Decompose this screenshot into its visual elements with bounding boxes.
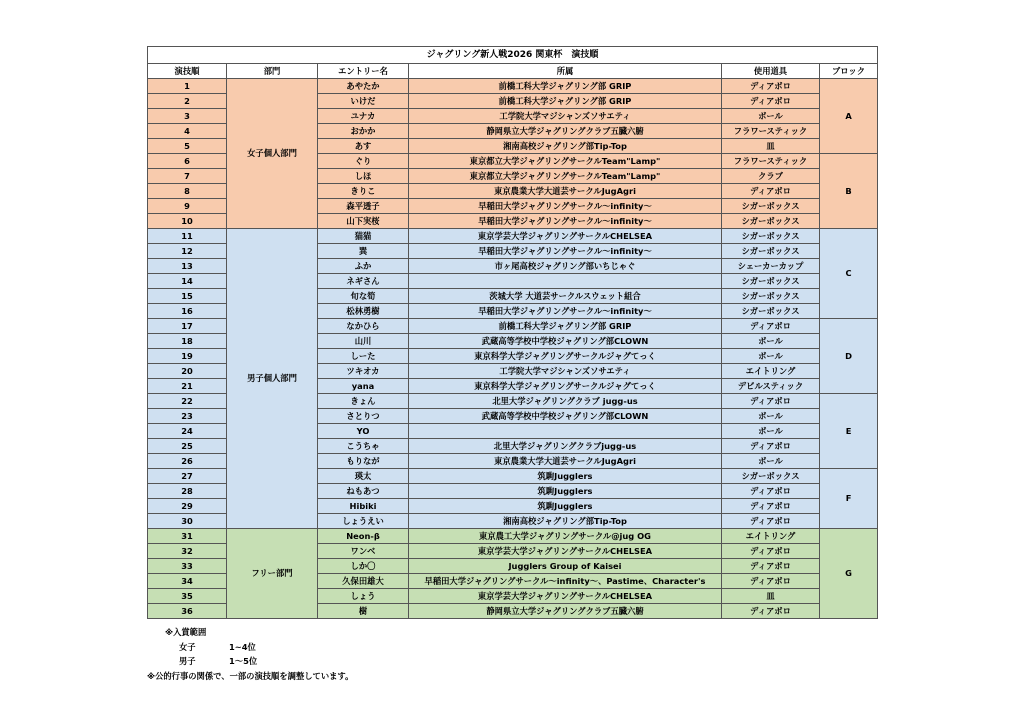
table-row [148, 529, 878, 544]
block-cell: F [820, 469, 878, 529]
prop-cell: デビルスティック [722, 379, 820, 394]
prop-cell: シガーボックス [722, 304, 820, 319]
men-range: 1～5位 [229, 656, 258, 666]
order-cell: 21 [148, 379, 227, 394]
footnote: ※公的行事の関係で、一部の演技順を調整しています。 [147, 670, 354, 681]
prop-cell: エイトリング [722, 529, 820, 544]
entry-name-cell: しーた [318, 349, 409, 364]
order-cell: 30 [148, 514, 227, 529]
prop-cell: ディアボロ [722, 574, 820, 589]
prop-cell: ボール [722, 109, 820, 124]
prop-cell: ディアボロ [722, 439, 820, 454]
order-cell: 7 [148, 169, 227, 184]
entry-name-cell: 山川 [318, 334, 409, 349]
affiliation-cell: 筑駒Jugglers [409, 499, 722, 514]
affiliation-cell: 早稲田大学ジャグリングサークル～infinity～ [409, 199, 722, 214]
affiliation-cell: 武蔵高等学校中学校ジャグリング部CLOWN [409, 409, 722, 424]
performance-order-table [147, 46, 878, 619]
affiliation-cell: 市ヶ尾高校ジャグリング部いちじゃぐ [409, 259, 722, 274]
order-cell: 5 [148, 139, 227, 154]
entry-name-cell: Neon-β [318, 529, 409, 544]
prop-cell: ボール [722, 424, 820, 439]
order-cell: 16 [148, 304, 227, 319]
prop-cell: エイトリング [722, 364, 820, 379]
block-cell: B [820, 154, 878, 229]
prize-range-heading: ※入賞範囲 [165, 627, 207, 637]
affiliation-cell: 東京農業大学大道芸サークルJugAgri [409, 454, 722, 469]
entry-name-cell: 猫猫 [318, 229, 409, 244]
entry-name-cell: ふか [318, 259, 409, 274]
entry-name-cell: 久保田雄大 [318, 574, 409, 589]
entry-name-cell: 巽 [318, 244, 409, 259]
order-cell: 13 [148, 259, 227, 274]
women-label: 女子 [179, 641, 196, 652]
order-cell: 1 [148, 79, 227, 94]
affiliation-cell: 東京学芸大学ジャグリングサークルCHELSEA [409, 544, 722, 559]
affiliation-cell: 前橋工科大学ジャグリング部 GRIP [409, 94, 722, 109]
order-cell: 27 [148, 469, 227, 484]
affiliation-cell: 工学院大学マジシャンズソサエティ [409, 364, 722, 379]
prop-cell: シガーボックス [722, 199, 820, 214]
men-label: 男子 [179, 656, 196, 666]
header-block: ブロック [820, 64, 878, 79]
affiliation-cell: 東京科学大学ジャグリングサークルジャグてっく [409, 379, 722, 394]
block-cell: A [820, 79, 878, 154]
affiliation-cell: 東京農業大学大道芸サークルJugAgri [409, 184, 722, 199]
order-cell: 35 [148, 589, 227, 604]
prop-cell: ディアボロ [722, 514, 820, 529]
affiliation-cell: 東京学芸大学ジャグリングサークルCHELSEA [409, 229, 722, 244]
entry-name-cell: ネギさん [318, 274, 409, 289]
order-cell: 12 [148, 244, 227, 259]
prop-cell: ディアボロ [722, 79, 820, 94]
affiliation-cell: 茨城大学 大道芸サークルスウェット組合 [409, 289, 722, 304]
order-cell: 8 [148, 184, 227, 199]
entry-name-cell: ぐり [318, 154, 409, 169]
order-cell: 31 [148, 529, 227, 544]
entry-name-cell: なかひら [318, 319, 409, 334]
affiliation-cell: 早稲田大学ジャグリングサークル～infinity～ [409, 244, 722, 259]
affiliation-cell: 静岡県立大学ジャグリングクラブ五臓六腑 [409, 604, 722, 619]
prop-cell: 皿 [722, 589, 820, 604]
order-cell: 34 [148, 574, 227, 589]
division-cell: 女子個人部門 [227, 79, 318, 229]
order-cell: 33 [148, 559, 227, 574]
prop-cell: ボール [722, 334, 820, 349]
entry-name-cell: 旬な筍 [318, 289, 409, 304]
block-cell: C [820, 229, 878, 319]
order-cell: 32 [148, 544, 227, 559]
prop-cell: フラワースティック [722, 124, 820, 139]
affiliation-cell: 湘南高校ジャグリング部Tip-Top [409, 139, 722, 154]
order-cell: 11 [148, 229, 227, 244]
entry-name-cell: しほ [318, 169, 409, 184]
notes [147, 625, 353, 683]
entry-name-cell: しょうえい [318, 514, 409, 529]
prop-cell: ボール [722, 454, 820, 469]
affiliation-cell [409, 424, 722, 439]
affiliation-cell: 湘南高校ジャグリング部Tip-Top [409, 514, 722, 529]
entry-name-cell: きりこ [318, 184, 409, 199]
entry-name-cell: 山下実桜 [318, 214, 409, 229]
entry-name-cell: 樹 [318, 604, 409, 619]
entry-name-cell: 松林勇樹 [318, 304, 409, 319]
prize-range-men [147, 654, 353, 669]
order-cell: 36 [148, 604, 227, 619]
order-cell: 2 [148, 94, 227, 109]
entry-name-cell: あす [318, 139, 409, 154]
prop-cell: ボール [722, 349, 820, 364]
entry-name-cell: 森平透子 [318, 199, 409, 214]
prop-cell: シガーボックス [722, 289, 820, 304]
entry-name-cell: おかか [318, 124, 409, 139]
prop-cell: ディアボロ [722, 499, 820, 514]
affiliation-cell: 静岡県立大学ジャグリングクラブ五臓六腑 [409, 124, 722, 139]
order-cell: 4 [148, 124, 227, 139]
header-prop: 使用道具 [722, 64, 820, 79]
entry-name-cell: YO [318, 424, 409, 439]
entry-name-cell: ユナカ [318, 109, 409, 124]
order-cell: 17 [148, 319, 227, 334]
header-order: 演技順 [148, 64, 227, 79]
affiliation-cell: Jugglers Group of Kaisei [409, 559, 722, 574]
order-cell: 19 [148, 349, 227, 364]
header-division: 部門 [227, 64, 318, 79]
order-cell: 26 [148, 454, 227, 469]
block-cell: D [820, 319, 878, 394]
header-affiliation: 所属 [409, 64, 722, 79]
affiliation-cell: 東京都立大学ジャグリングサークルTeam"Lamp" [409, 154, 722, 169]
prop-cell: シガーボックス [722, 274, 820, 289]
affiliation-cell: 北里大学ジャグリングクラブjugg-us [409, 439, 722, 454]
block-cell: E [820, 394, 878, 469]
prop-cell: シェーカーカップ [722, 259, 820, 274]
entry-name-cell: いけだ [318, 94, 409, 109]
order-cell: 23 [148, 409, 227, 424]
prop-cell: シガーボックス [722, 469, 820, 484]
entry-name-cell: さとりつ [318, 409, 409, 424]
prop-cell: ディアボロ [722, 394, 820, 409]
prop-cell: ボール [722, 409, 820, 424]
prop-cell: シガーボックス [722, 229, 820, 244]
affiliation-cell: 東京科学大学ジャグリングサークルジャグてっく [409, 349, 722, 364]
prize-range-women [147, 640, 353, 655]
prop-cell: ディアボロ [722, 604, 820, 619]
order-cell: 6 [148, 154, 227, 169]
affiliation-cell [409, 274, 722, 289]
entry-name-cell: きょん [318, 394, 409, 409]
affiliation-cell: 北里大学ジャグリングクラブ jugg-us [409, 394, 722, 409]
prop-cell: 皿 [722, 139, 820, 154]
prop-cell: ディアボロ [722, 559, 820, 574]
prop-cell: シガーボックス [722, 244, 820, 259]
table-row [148, 229, 878, 244]
entry-name-cell: Hibiki [318, 499, 409, 514]
prop-cell: シガーボックス [722, 214, 820, 229]
entry-name-cell: ワンベ [318, 544, 409, 559]
affiliation-cell: 早稲田大学ジャグリングサークル～infinity～ [409, 304, 722, 319]
affiliation-cell: 東京学芸大学ジャグリングサークルCHELSEA [409, 589, 722, 604]
affiliation-cell: 東京農工大学ジャグリングサークル@jug OG [409, 529, 722, 544]
affiliation-cell: 工学院大学マジシャンズソサエティ [409, 109, 722, 124]
prop-cell: ディアボロ [722, 544, 820, 559]
order-cell: 18 [148, 334, 227, 349]
order-cell: 15 [148, 289, 227, 304]
order-cell: 28 [148, 484, 227, 499]
entry-name-cell: しか〇 [318, 559, 409, 574]
order-cell: 24 [148, 424, 227, 439]
division-cell: 男子個人部門 [227, 229, 318, 529]
affiliation-cell: 武蔵高等学校中学校ジャグリング部CLOWN [409, 334, 722, 349]
block-cell: G [820, 529, 878, 619]
prop-cell: フラワースティック [722, 154, 820, 169]
table-title: ジャグリング新人戦2026 関東杯 演技順 [148, 47, 878, 64]
entry-name-cell: 瑛太 [318, 469, 409, 484]
prop-cell: ディアボロ [722, 319, 820, 334]
order-cell: 9 [148, 199, 227, 214]
table-row [148, 79, 878, 94]
affiliation-cell: 早稲田大学ジャグリングサークル～infinity～ [409, 214, 722, 229]
header-entry-name: エントリー名 [318, 64, 409, 79]
prop-cell: ディアボロ [722, 184, 820, 199]
affiliation-cell: 筑駒Jugglers [409, 469, 722, 484]
order-cell: 14 [148, 274, 227, 289]
affiliation-cell: 筑駒Jugglers [409, 484, 722, 499]
division-cell: フリー部門 [227, 529, 318, 619]
women-range: 1~4位 [229, 641, 256, 652]
order-cell: 3 [148, 109, 227, 124]
entry-name-cell: ねもあつ [318, 484, 409, 499]
order-cell: 29 [148, 499, 227, 514]
affiliation-cell: 東京都立大学ジャグリングサークルTeam"Lamp" [409, 169, 722, 184]
entry-name-cell: こうちゃ [318, 439, 409, 454]
entry-name-cell: ツキオカ [318, 364, 409, 379]
prop-cell: クラブ [722, 169, 820, 184]
affiliation-cell: 前橋工科大学ジャグリング部 GRIP [409, 79, 722, 94]
entry-name-cell: もりなが [318, 454, 409, 469]
entry-name-cell: yana [318, 379, 409, 394]
order-cell: 20 [148, 364, 227, 379]
affiliation-cell: 前橋工科大学ジャグリング部 GRIP [409, 319, 722, 334]
order-cell: 22 [148, 394, 227, 409]
entry-name-cell: あやたか [318, 79, 409, 94]
prop-cell: ディアボロ [722, 94, 820, 109]
prop-cell: ディアボロ [722, 484, 820, 499]
affiliation-cell: 早稲田大学ジャグリングサークル～infinity～、Pastime、Character's [409, 574, 722, 589]
order-cell: 25 [148, 439, 227, 454]
entry-name-cell: しょう [318, 589, 409, 604]
order-cell: 10 [148, 214, 227, 229]
